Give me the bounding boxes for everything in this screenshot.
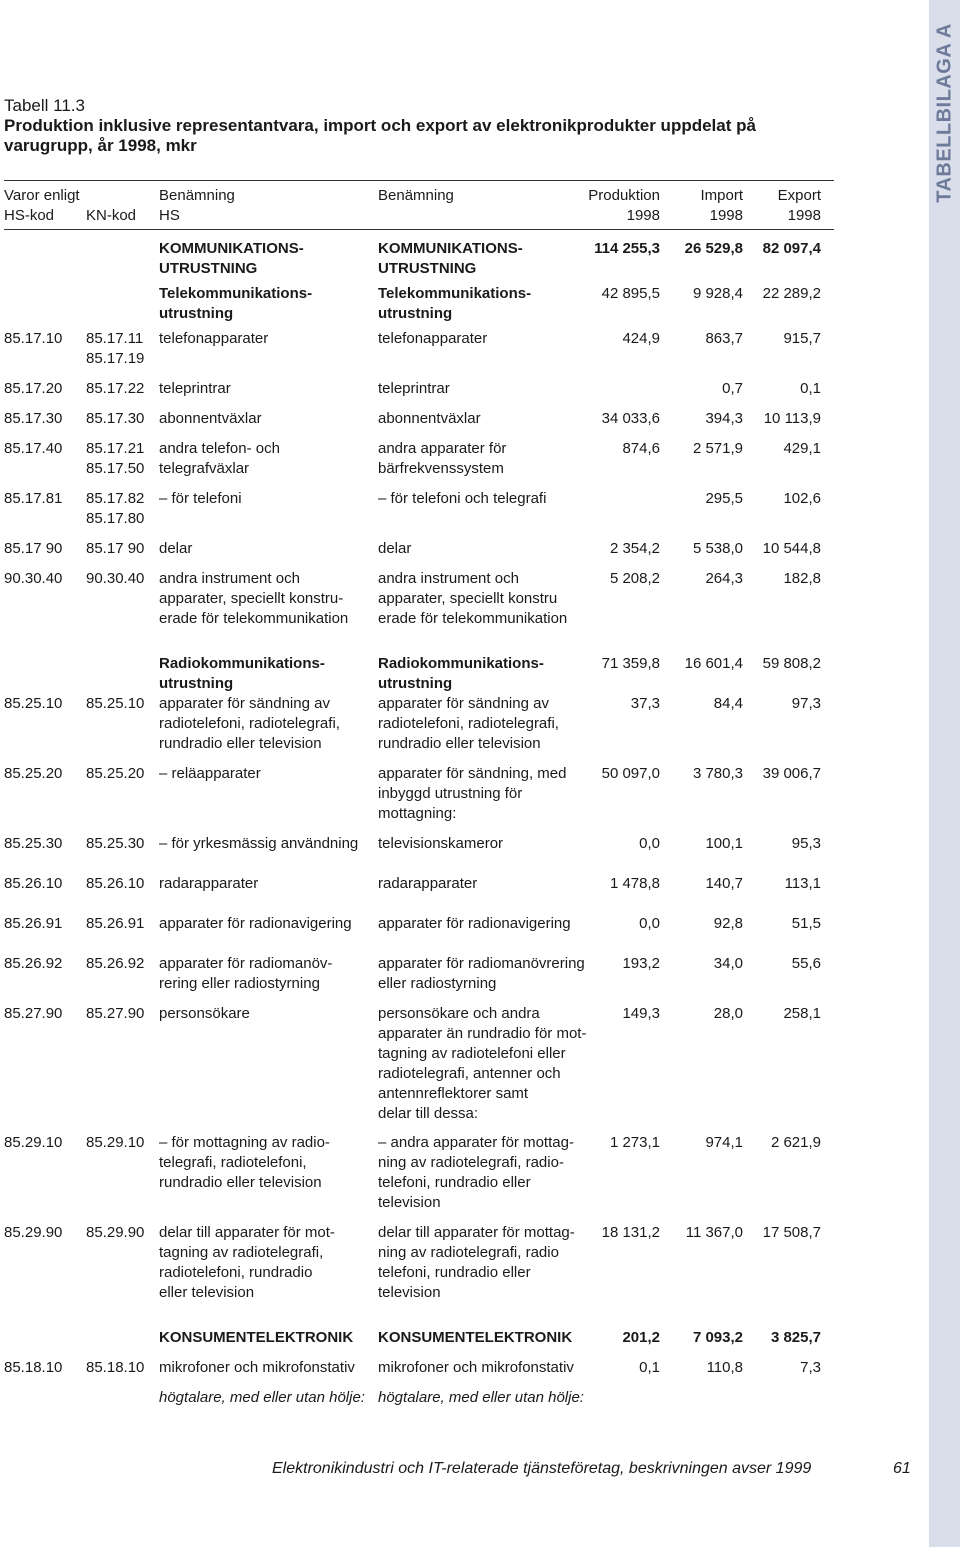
kn-code: 90.30.40 <box>86 570 145 587</box>
export-value: 17 508,7 <box>762 1224 821 1241</box>
import-value: 2 571,9 <box>692 440 743 457</box>
kn-code: 85.26.92 <box>86 955 145 972</box>
kn-code: 85.17 90 <box>86 540 145 557</box>
import-value: 7 093,2 <box>692 1329 743 1346</box>
production-value: 1 478,8 <box>609 875 660 892</box>
name-kn: delar till apparater för mottag- ning av radiotelegrafi, radio telefoni, rundradio eller television <box>378 1224 575 1301</box>
import-value: 84,4 <box>713 695 743 712</box>
export-value: 39 006,7 <box>762 765 821 782</box>
name-hs: mikrofoner och mikrofonstativ <box>159 1359 355 1376</box>
name-kn: KOMMUNIKATIONS- UTRUSTNING <box>378 240 523 277</box>
hs-code: 85.25.20 <box>4 765 63 782</box>
production-value: 2 354,2 <box>609 540 660 557</box>
table-title: Produktion inklusive representantvara, import och export av elektronikprodukter uppdelat på varugrupp, år 1998, mkr <box>4 116 756 155</box>
name-kn: Telekommunikations- utrustning <box>378 285 532 322</box>
name-hs: apparater för radiomanöv- rering eller radiostyrning <box>159 955 333 992</box>
top-rule <box>4 180 834 181</box>
name-kn: apparater för radionavigering <box>378 915 571 932</box>
export-value: 182,8 <box>783 570 821 587</box>
kn-code: 85.17.11 85.17.19 <box>86 330 145 367</box>
export-value: 82 097,4 <box>762 240 821 257</box>
kn-code: 85.29.90 <box>86 1224 145 1241</box>
import-value: 9 928,4 <box>692 285 743 302</box>
export-value: 95,3 <box>791 835 821 852</box>
name-hs: andra instrument och apparater, speciellt konstru- erade för telekommunikation <box>159 570 349 627</box>
production-value: 42 895,5 <box>601 285 660 302</box>
name-kn: abonnentväxlar <box>378 410 481 427</box>
hs-code: 85.17.10 <box>4 330 63 347</box>
hs-code: 85.29.10 <box>4 1134 63 1151</box>
name-hs: radarapparater <box>159 875 259 892</box>
export-value: 2 621,9 <box>770 1134 821 1151</box>
name-kn: – för telefoni och telegrafi <box>378 490 547 507</box>
hs-code: 85.29.90 <box>4 1224 63 1241</box>
name-kn: – andra apparater för mottag- ning av radiotelegrafi, radio- telefoni, rundradio eller television <box>378 1134 574 1211</box>
export-value: 0,1 <box>800 380 821 397</box>
export-value: 915,7 <box>783 330 821 347</box>
production-value: 37,3 <box>630 695 660 712</box>
import-value: 28,0 <box>713 1005 743 1022</box>
import-value: 110,8 <box>706 1359 743 1376</box>
footer-text: Elektronikindustri och IT-relaterade tjänsteföretag, beskrivningen avser 1999 <box>272 1460 812 1477</box>
name-kn: andra apparater för bärfrekvenssystem <box>378 440 507 477</box>
name-kn: apparater för radiomanövrering eller radiostyrning <box>378 955 585 992</box>
name-kn: teleprintrar <box>378 380 450 397</box>
kn-code: 85.26.10 <box>86 875 145 892</box>
production-value: 5 208,2 <box>609 570 660 587</box>
import-value: 100,1 <box>705 835 743 852</box>
export-value: 10 544,8 <box>762 540 821 557</box>
production-value: 424,9 <box>622 330 660 347</box>
name-kn: andra instrument och apparater, speciellt konstru erade för telekommunikation <box>378 570 568 627</box>
hs-code: 85.18.10 <box>4 1359 63 1376</box>
col-export: Export 1998 <box>777 187 821 224</box>
import-value: 295,5 <box>705 490 743 507</box>
hs-code: 85.27.90 <box>4 1005 63 1022</box>
export-value: 10 113,9 <box>763 410 821 427</box>
hs-code: 90.30.40 <box>4 570 63 587</box>
export-value: 59 808,2 <box>762 655 821 672</box>
import-value: 5 538,0 <box>692 540 743 557</box>
kn-code: 85.18.10 <box>86 1359 145 1376</box>
name-kn: högtalare, med eller utan hölje: <box>378 1389 584 1406</box>
hs-code: 85.17.30 <box>4 410 63 427</box>
name-kn: apparater för sändning, med inbyggd utrustning för mottagning: <box>378 765 567 822</box>
name-hs: telefonapparater <box>159 330 269 347</box>
import-value: 11 367,0 <box>685 1224 743 1241</box>
production-value: 0,0 <box>639 835 660 852</box>
col-import: Import 1998 <box>700 187 743 224</box>
name-kn: KONSUMENTELEKTRONIK <box>378 1329 573 1346</box>
import-value: 264,3 <box>705 570 743 587</box>
import-value: 16 601,4 <box>684 655 743 672</box>
production-value: 50 097,0 <box>601 765 660 782</box>
hs-code: 85.17.81 <box>4 490 63 507</box>
kn-code: 85.26.91 <box>86 915 145 932</box>
hs-code: 85.17 90 <box>4 540 63 557</box>
export-value: 51,5 <box>791 915 821 932</box>
production-value: 874,6 <box>622 440 660 457</box>
side-label: TABELLBILAGA A <box>933 23 956 203</box>
table-header <box>4 96 834 156</box>
name-hs: högtalare, med eller utan hölje: <box>159 1389 365 1406</box>
name-hs: apparater för radionavigering <box>159 915 352 932</box>
table-number: Tabell 11.3 <box>4 96 85 115</box>
production-value: 1 273,1 <box>609 1134 660 1151</box>
kn-code: 85.25.10 <box>86 695 145 712</box>
export-value: 97,3 <box>791 695 821 712</box>
import-value: 863,7 <box>705 330 743 347</box>
name-hs: KOMMUNIKATIONS- UTRUSTNING <box>159 240 304 277</box>
kn-code: 85.17.82 85.17.80 <box>86 490 145 527</box>
col-hs: Varor enligt HS-kod <box>4 187 80 224</box>
export-value: 3 825,7 <box>770 1329 821 1346</box>
kn-code: 85.17.22 <box>86 380 145 397</box>
import-value: 26 529,8 <box>684 240 743 257</box>
name-kn: mikrofoner och mikrofonstativ <box>378 1359 574 1376</box>
header-rule <box>4 229 834 230</box>
export-value: 258,1 <box>783 1005 821 1022</box>
name-hs: – reläapparater <box>159 765 261 782</box>
name-hs: KONSUMENTELEKTRONIK <box>159 1329 354 1346</box>
kn-code: 85.25.20 <box>86 765 145 782</box>
col-name-hs: Benämning HS <box>159 187 235 224</box>
production-value: 114 255,3 <box>594 240 660 257</box>
production-value: 18 131,2 <box>601 1224 660 1241</box>
import-value: 3 780,3 <box>692 765 743 782</box>
export-value: 102,6 <box>783 490 821 507</box>
kn-code: 85.25.30 <box>86 835 145 852</box>
export-value: 429,1 <box>783 440 821 457</box>
export-value: 113,1 <box>784 875 821 892</box>
col-name-kn: Benämning <box>378 187 454 204</box>
export-value: 22 289,2 <box>762 285 821 302</box>
name-kn: televisionskameror <box>378 835 504 852</box>
hs-code: 85.26.91 <box>4 915 63 932</box>
hs-code: 85.17.20 <box>4 380 63 397</box>
production-value: 201,2 <box>622 1329 660 1346</box>
production-value: 193,2 <box>622 955 660 972</box>
name-kn: radarapparater <box>378 875 478 892</box>
page-number: 61 <box>893 1460 911 1477</box>
hs-code: 85.17.40 <box>4 440 63 457</box>
col-kn: KN-kod <box>86 207 137 224</box>
name-hs: abonnentväxlar <box>159 410 262 427</box>
name-hs: – för yrkesmässig användning <box>159 835 359 852</box>
name-kn: delar <box>378 540 412 557</box>
kn-code: 85.27.90 <box>86 1005 145 1022</box>
import-value: 974,1 <box>705 1134 743 1151</box>
kn-code: 85.17.30 <box>86 410 145 427</box>
name-hs: andra telefon- och telegrafväxlar <box>159 440 280 477</box>
name-kn: personsökare och andra apparater än rundradio för mot- tagning av radiotelefoni eller radiotelegrafi, antenner och antennreflektorer samt delar till dessa: <box>378 1005 587 1122</box>
hs-code: 85.25.10 <box>4 695 63 712</box>
import-value: 140,7 <box>705 875 743 892</box>
import-value: 394,3 <box>705 410 743 427</box>
name-hs: teleprintrar <box>159 380 231 397</box>
production-value: 34 033,6 <box>601 410 660 427</box>
export-value: 7,3 <box>800 1359 821 1376</box>
name-kn: Radiokommunikations- utrustning <box>378 655 544 692</box>
name-kn: telefonapparater <box>378 330 488 347</box>
production-value: 149,3 <box>622 1005 660 1022</box>
production-value: 0,1 <box>639 1359 660 1376</box>
hs-code: 85.26.10 <box>4 875 63 892</box>
name-hs: Telekommunikations- utrustning <box>159 285 313 322</box>
name-hs: – för telefoni <box>159 490 242 507</box>
production-value: 71 359,8 <box>601 655 660 672</box>
import-value: 0,7 <box>722 380 743 397</box>
hs-code: 85.26.92 <box>4 955 63 972</box>
production-value: 0,0 <box>639 915 660 932</box>
kn-code: 85.29.10 <box>86 1134 145 1151</box>
kn-code: 85.17.21 85.17.50 <box>86 440 145 477</box>
name-kn: apparater för sändning av radiotelefoni, radiotelegrafi, rundradio eller television <box>378 695 559 752</box>
name-hs: delar till apparater för mot- tagning av radiotelegrafi, radiotelefoni, rundradio eller television <box>159 1224 335 1301</box>
name-hs: apparater för sändning av radiotelefoni, radiotelegrafi, rundradio eller television <box>159 695 340 752</box>
name-hs: Radiokommunikations- utrustning <box>159 655 325 692</box>
hs-code: 85.25.30 <box>4 835 63 852</box>
side-band <box>929 0 960 1547</box>
import-value: 34,0 <box>713 955 743 972</box>
import-value: 92,8 <box>713 915 743 932</box>
name-hs: personsökare <box>159 1005 250 1022</box>
col-production: Produktion 1998 <box>588 187 660 224</box>
name-hs: delar <box>159 540 193 557</box>
name-hs: – för mottagning av radio- telegrafi, radiotelefoni, rundradio eller television <box>159 1134 330 1191</box>
export-value: 55,6 <box>791 955 821 972</box>
